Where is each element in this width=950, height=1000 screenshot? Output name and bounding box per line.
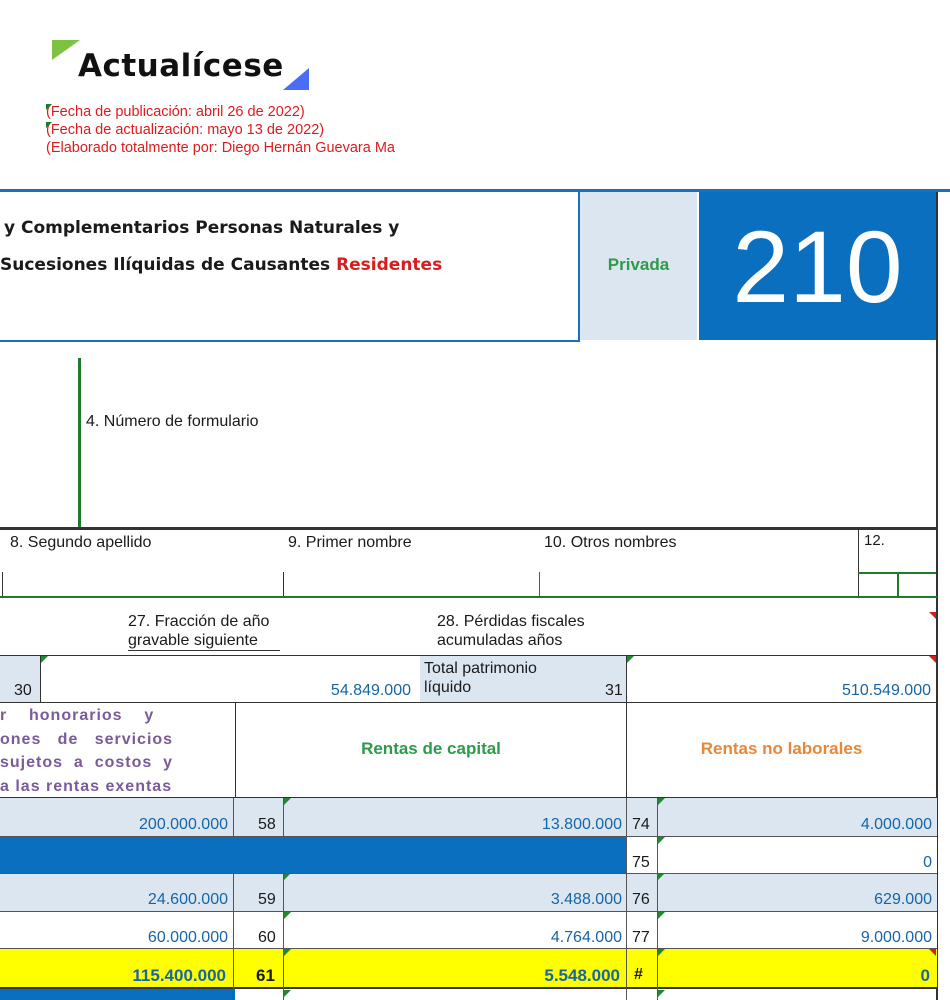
col-divider [657, 798, 658, 1000]
form-number-label: 4. Número de formulario [86, 413, 259, 430]
brand-logo: Actualícese [78, 48, 284, 84]
row58-col1-value[interactable]: 200.000.000 [139, 816, 228, 833]
row31-value[interactable]: 510.549.000 [842, 682, 931, 699]
comment-marker-icon [627, 656, 634, 663]
non-labor-total[interactable]: 0 [920, 966, 930, 985]
form-title-line2: Sucesiones Ilíquidas de Causantes Residentes [0, 255, 443, 275]
comment-marker-icon [658, 990, 665, 997]
comment-marker-icon [284, 912, 291, 919]
row61-col1-total[interactable]: 115.400.000 [132, 966, 226, 985]
publication-date: (Fecha de publicación: abril 26 de 2022) [46, 104, 305, 120]
row59-number: 59 [258, 891, 276, 908]
row59-col1-value[interactable]: 24.600.000 [147, 891, 228, 908]
row59-capital-value[interactable]: 3.488.000 [550, 891, 622, 908]
field12-inner-divider [897, 572, 899, 596]
losses-label: 28. Pérdidas fiscales acumuladas años [437, 613, 585, 649]
comment-marker-icon [46, 122, 52, 128]
row75-number: 75 [632, 854, 650, 871]
comment-marker-icon [284, 990, 291, 997]
row-line [0, 702, 937, 703]
row30-number: 30 [14, 682, 32, 699]
comment-marker-icon [658, 873, 665, 880]
row58-capital-value[interactable]: 13.800.000 [541, 816, 622, 833]
logo-green-triangle-icon [52, 40, 80, 60]
row60-col1-value[interactable]: 60.000.000 [147, 929, 228, 946]
form-number: 210 [732, 210, 903, 324]
comment-marker-icon [284, 873, 291, 880]
comment-marker-icon [658, 912, 665, 919]
row74-value[interactable]: 4.000.000 [860, 816, 932, 833]
comment-marker-icon [284, 798, 291, 805]
second-surname-label: 8. Segundo apellido [10, 534, 152, 551]
other-names-label: 10. Otros nombres [544, 534, 677, 551]
col-divider [283, 873, 284, 1000]
form-number-input[interactable] [85, 430, 936, 528]
comment-marker-icon [658, 837, 665, 844]
col-divider [233, 873, 234, 1000]
row-line [0, 987, 937, 989]
first-name-label: 9. Primer nombre [288, 534, 412, 551]
form-number-divider [78, 358, 81, 528]
column-header-capital: Rentas de capital [361, 739, 501, 758]
blue-separator-row [0, 837, 626, 873]
row76-value[interactable]: 629.000 [874, 891, 932, 908]
first-name-input[interactable] [284, 572, 538, 596]
second-surname-input[interactable] [0, 572, 282, 596]
column-header-non-labor: Rentas no laborales [700, 739, 863, 758]
row60-number: 60 [258, 929, 276, 946]
privacy-label: Privada [607, 255, 670, 274]
row-line [0, 873, 937, 874]
comment-marker-icon [929, 656, 936, 663]
update-date: (Fecha de actualización: mayo 13 de 2022) [46, 122, 325, 138]
row60-capital-value[interactable]: 4.764.000 [550, 929, 622, 946]
row77-value[interactable]: 9.000.000 [860, 929, 932, 946]
row74-number: 74 [632, 816, 650, 833]
col-divider [283, 798, 284, 837]
row77-number: 77 [632, 929, 650, 946]
comment-marker-icon [658, 798, 665, 805]
row-line [0, 948, 937, 949]
other-names-input[interactable] [540, 572, 857, 596]
bottom-blue-strip [0, 989, 235, 1000]
row-line [0, 836, 937, 837]
fraction-label: 27. Fracción de año gravable siguiente [128, 613, 270, 649]
logo-blue-triangle-icon [283, 68, 309, 90]
author-line: (Elaborado totalmente por: Diego Hernán Guevara Ma [46, 140, 395, 156]
row31-number: 31 [605, 682, 623, 699]
row75-value[interactable]: 0 [923, 854, 932, 871]
col-divider [626, 798, 627, 1000]
comment-marker-icon [658, 949, 665, 956]
row-hash-number: # [634, 966, 643, 983]
row61-number: 61 [256, 966, 275, 985]
net-patrimony-label: Total patrimonio líquido [424, 660, 537, 696]
row76-number: 76 [632, 891, 650, 908]
names-bottom-line [0, 596, 937, 598]
row-line [0, 911, 937, 912]
col-divider [233, 798, 234, 837]
row61-capital-total[interactable]: 5.548.000 [544, 966, 620, 985]
column-header-honorarios: r honorarios y ones de servicios sujetos a costos y a las rentas exentas [0, 707, 174, 795]
row58-number: 58 [258, 816, 276, 833]
comment-marker-icon [46, 104, 52, 110]
comment-marker-icon [41, 656, 48, 663]
form-title-line1: y Complementarios Personas Naturales y [4, 218, 400, 238]
form-title-highlight: Residentes [336, 255, 443, 275]
comment-marker-icon [929, 612, 936, 619]
fraction-underline [128, 650, 280, 651]
comment-marker-icon [284, 949, 291, 956]
comment-marker-icon [929, 949, 936, 956]
row30-value[interactable]: 54.849.000 [330, 682, 411, 699]
section-separator [0, 527, 937, 530]
field12-label: 12. [864, 532, 885, 549]
